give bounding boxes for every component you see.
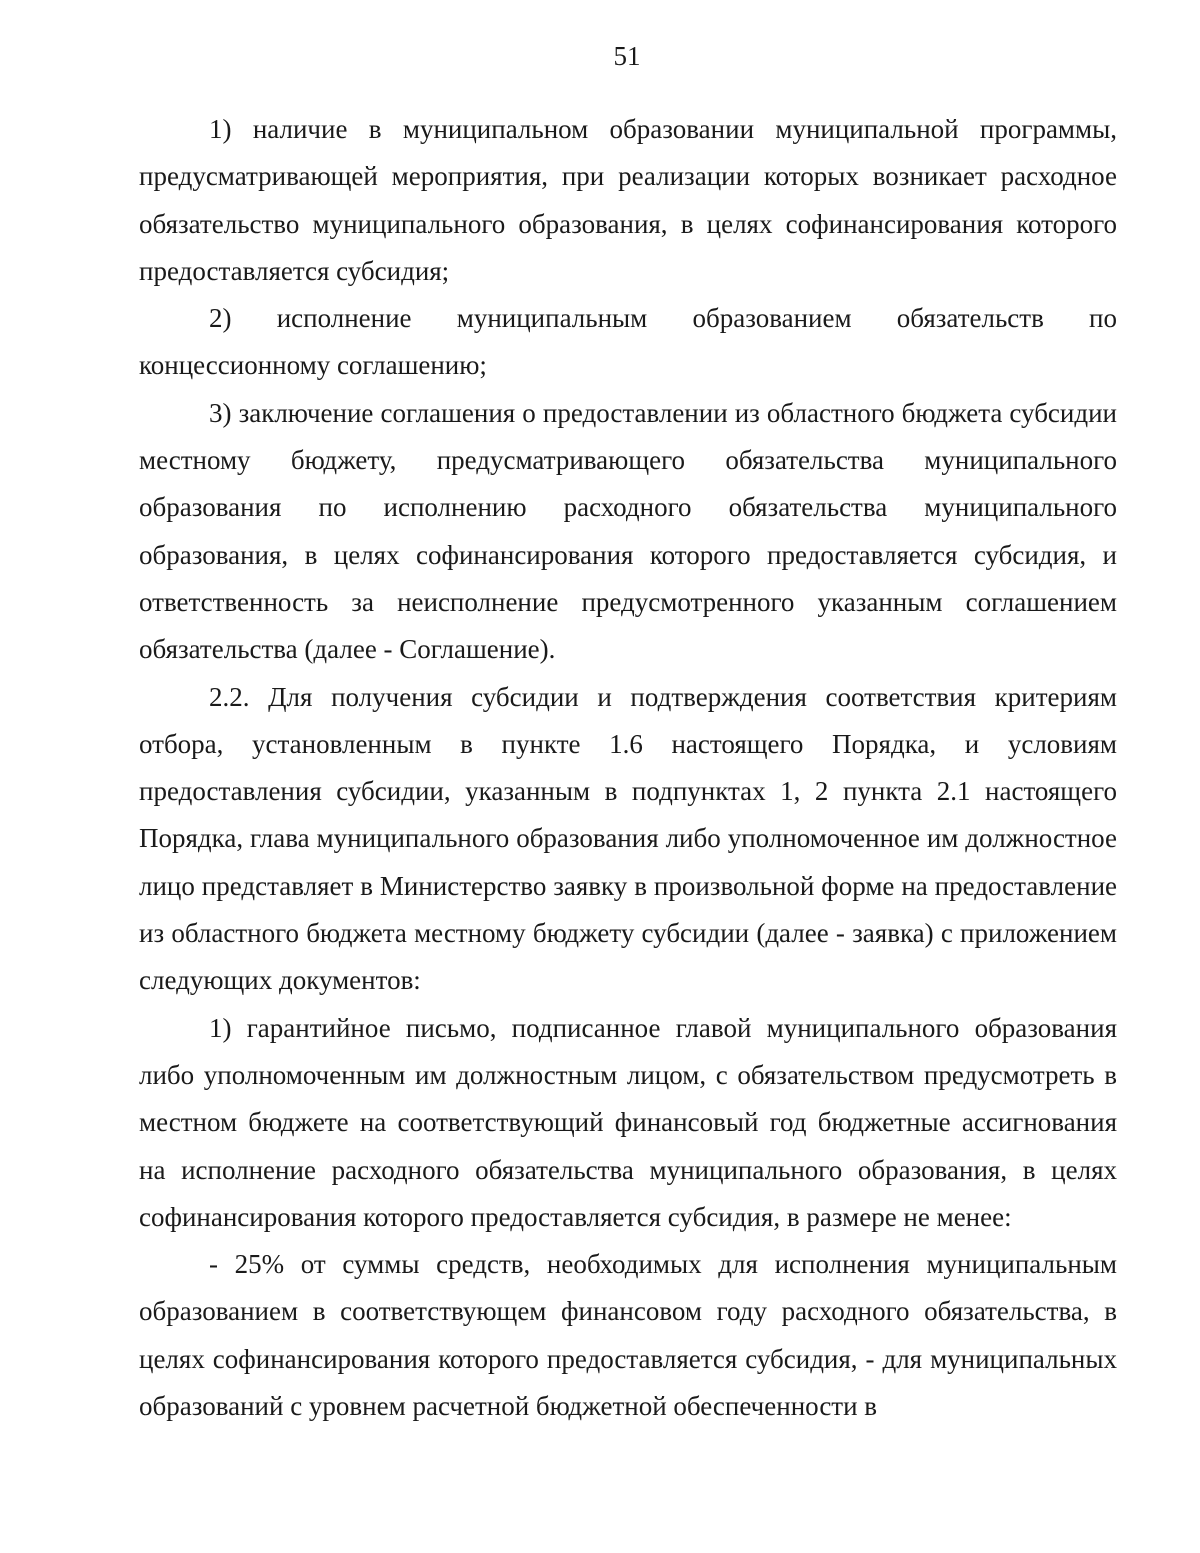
paragraph-item-3-agreement: 3) заключение соглашения о предоставлении из областного бюджета субсидии местному бюджету, предусматривающего обязательства муниципального образования по исполнению расходного обязательства муниципального образования, в целях софинансирования которого предоставляется субсидия, и ответственность за неисполнение предусмотренного указанным соглашением обязательства (далее - Соглашение).	[139, 397, 1117, 665]
page-number: 51	[613, 41, 641, 71]
paragraph-item-1-municipal-program: 1) наличие в муниципальном образовании муниципальной программы, предусматривающей мероприятия, при реализации которых возникает расходное обязательство муниципального образования, в целях софинансирования которого предоставляется субсидия;	[139, 114, 1117, 286]
paragraph-item-2-concession: 2) исполнение муниципальным образованием обязательств по концессионному соглашению;	[139, 303, 1117, 381]
document-body	[139, 106, 1117, 1430]
paragraph-25-percent: - 25% от суммы средств, необходимых для исполнения муниципальным образованием в соответствующем финансовом году расходного обязательства, в целях софинансирования которого предоставляется субсидия, - для муниципальных образований с уровнем расчетной бюджетной обеспеченности в	[139, 1249, 1117, 1422]
paragraph-guarantee-letter: 1) гарантийное письмо, подписанное главой муниципального образования либо уполномоченным им должностным лицом, с обязательством предусмотреть в местном бюджете на соответствующий финансовый год бюджетные ассигнования на исполнение расходного обязательства муниципального образования, в целях софинансирования которого предоставляется субсидия, в размере не менее:	[139, 1012, 1117, 1232]
paragraph-section-2-2: 2.2. Для получения субсидии и подтверждения соответствия критериям отбора, установленным в пункте 1.6 настоящего Порядка, и условиям предоставления субсидии, указанным в подпунктах 1, 2 пункта 2.1 настоящего Порядка, глава муниципального образования либо уполномоченное им должностное лицо представляет в Министерство заявку в произвольной форме на предоставление из областного бюджета местному бюджету субсидии (далее - заявка) с приложением следующих документов:	[139, 681, 1117, 996]
